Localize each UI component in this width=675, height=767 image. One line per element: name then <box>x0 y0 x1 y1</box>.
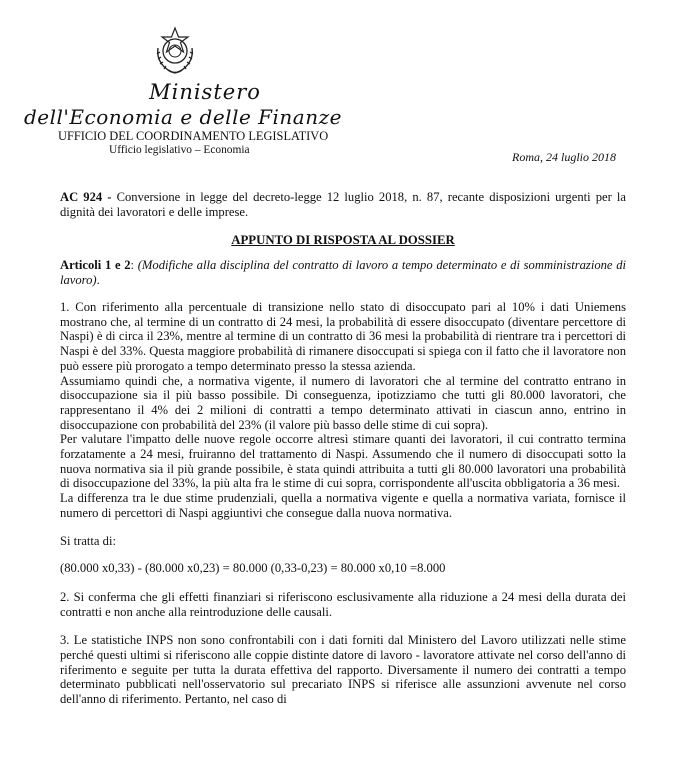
ministry-name-line2: dell'Economia e delle Finanze <box>24 105 342 129</box>
italian-republic-emblem-icon <box>152 26 198 76</box>
subject-code: AC 924 - <box>60 190 112 204</box>
subject-text: Conversione in legge del decreto-legge 12 luglio 2018, n. 87, recante disposizioni urgenti per la dignità dei lavoratori e delle imprese. <box>60 190 626 219</box>
paragraph-6: 2. Si conferma che gli effetti finanziari si riferiscono esclusivamente alla riduzione a 24 mesi della durata dei contratti e non anche alla reintroduzione delle causali. <box>60 589 626 619</box>
paragraph-5: Si tratta di: <box>60 533 116 548</box>
document-title: APPUNTO DI RISPOSTA AL DOSSIER <box>231 233 455 247</box>
paragraph-3: Per valutare l'impatto delle nuove regole occorre altresì stimare quanti dei lavoratori, il cui contratto termina forzatamente a 24 mesi, fruiranno del trattamento di Naspi. Assumendo che il numero di disoccupati sotto la nuova normativa sia il più grande possibile, è stata quindi attribuita a tutti gli 80.000 lavoratori una probabilità di disoccupazione del 33%, la più alta fra le stime di cui sopra, corrispondente all'uscita obbligatoria a 36 mesi. <box>60 432 626 491</box>
paragraph-1: 1. Con riferimento alla percentuale di transizione nello stato di disoccupato pari al 10% i dati Uniemens mostrano che, al termine di un contratto di 24 mesi, la probabilità di essere disoccupato (diventare percettore di Naspi) è di circa il 23%, mentre al termine di un contratto di 36 mesi la probabilità di rientrare tra i percettori di Naspi è del 33%. Questa maggiore probabilità di rimanere disoccupati si spiega con il fatto che il lavoratore non può essere più prorogato a tempo determinato presso la stessa azienda. <box>60 300 626 373</box>
articles-description: (Modifiche alla disciplina del contratto di lavoro a tempo determinato e di somministrazione di lavoro) <box>60 258 627 287</box>
suboffice-name: Ufficio legislativo – Economia <box>109 144 250 156</box>
ministry-name-line1: Ministero <box>149 80 261 104</box>
articles-label: Articoli 1 e 2 <box>60 258 131 272</box>
formula: (80.000 x0,33) - (80.000 x0,23) = 80.000 (0,33-0,23) = 80.000 x0,10 =8.000 <box>60 561 446 576</box>
articles-colon: : <box>130 258 138 272</box>
document-date: Roma, 24 luglio 2018 <box>512 150 616 164</box>
articles-heading <box>60 258 626 288</box>
main-text <box>60 300 626 707</box>
articles-end: . <box>96 272 100 287</box>
paragraph-7: 3. Le statistiche INPS non sono confrontabili con i dati forniti dal Ministero del Lavoro utilizzati nelle stime perché questi ultimi si riferiscono alle coppie distinte datore di lavoro - lavoratore attivate nel corso dell'anno di riferimento e seguite per tutta la durata effettiva del rapporto. Diversamente il numero dei contratti a tempo determinato pubblicati nell'osservatorio sul precariato INPS si riferisce alle assunzioni avvenute nel corso dell'anno di riferimento. Pertanto, nel caso di <box>60 633 626 707</box>
paragraph-4: La differenza tra le due stime prudenziali, quella a normativa vigente e quella a normativa variata, fornisce il numero di percettori di Naspi aggiuntivi che consegue dalla nuova normativa. <box>60 491 626 520</box>
subject-paragraph <box>60 190 626 220</box>
paragraph-2: Assumiamo quindi che, a normativa vigente, il numero di lavoratori che al termine del contratto entrano in disoccupazione sia il più basso possibile. Di conseguenza, ipotizziamo che tutti gli 80.000 lavoratori, che rappresentano il 4% dei 2 milioni di contratti a tempo determinato attivati in ciascun anno, entrino in disoccupazione con probabilità del 23% (il valore più basso delle stime di cui sopra). <box>60 373 626 432</box>
office-name: UFFICIO DEL COORDINAMENTO LEGISLATIVO <box>58 129 329 143</box>
